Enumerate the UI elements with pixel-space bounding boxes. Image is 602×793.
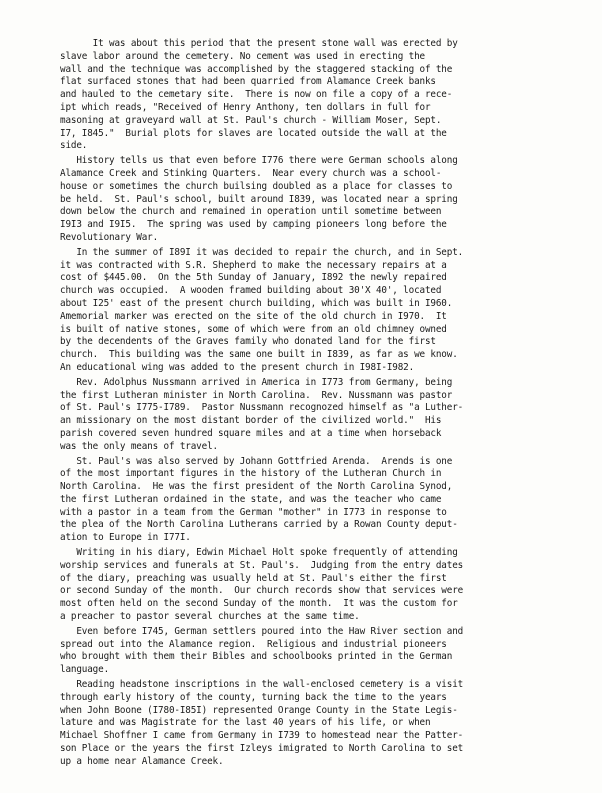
paragraph-german-schools: History tells us that even before I776 there were German schools along Alamance Creek and Stinking Quarters. Near every church was a school- house or sometimes the church builsing doubled as a place for classes to be held. St. Paul's school, built around I839, was located near a spring down below the church and remained in operation until sometime between I9I3 and I9I5. The spring was used by camping pioneers long before the Revolutionary War. xyxy=(60,155,458,243)
paragraph-headstone-inscriptions: Reading headstone inscriptions in the wall-enclosed cemetery is a visit through early history of the county, turning back the time to the years when John Boone (I780-I85I) represented Orange County in the State Legis- lature and was Magistrate for the last 40 years of his life, or when Michael Shoffner I came from Germany in I739 to homestead near the Patter- son Place or the years the first Izleys imigrated to North Carolina to set up a home near Alamance Creek. xyxy=(60,679,464,767)
paragraph-german-settlers: Even before I745, German settlers poured into the Haw River section and spread out into the Alamance region. Religious and industrial pioneers who brought with them their Bibles and schoolbooks printed in the German language. xyxy=(60,625,464,676)
paragraph-stone-wall: It was about this period that the present stone wall was erected by slave labor around the cemetery. No cement was used in erecting the wall and the technique was accomplished by the staggered stacking of the flat surfaced stones that had been quarried from Alamance Creek banks and hauled to the cemetary site. There is now on file a copy of a rece- ipt which reads, "Received of Henry Anthony, ten dollars in full for masoning at graveyard wall at St. Paul's church - William Moser, Sept. I7, I845." Burial plots for slaves are located outside the wall at the side. xyxy=(60,38,458,152)
paragraph-johann-arends: St. Paul's was also served by Johann Gottfried Arenda. Arends is one of the most important figures in the history of the Lutheran Church in North Carolina. He was the first president of the North Carolina Synod, the first Lutheran ordained in the state, and was the teacher who came with a pastor in a team from the German "mother" in I773 in response to the plea of the North Carolina Lutherans carried by a Rowan County deput- ation to Europe in I77I. xyxy=(60,455,458,544)
paragraph-church-repair: In the summer of I89I it was decided to repair the church, and in Sept. it was contracted with S.R. Shepherd to make the necessary repairs at a cost of $445.00. On the 5th Sunday of January, I892 the newly repaired church was occupied. A wooden framed building about 30'X 40', located about I25' east of the present church building, which was built in I960. Amemorial marker was erected on the site of the old church in I970. It is built of native stones, some of which were from an old chimney owned by the decendents of the Graves family who donated land for the first church. This building was the same one built in I839, as far as we know. An educational wing was added to the present church in I98I-I982. xyxy=(60,246,464,373)
paragraph-rev-nussmann: Rev. Adolphus Nussmann arrived in America in I773 from Germany, being the first Lutheran minister in North Carolina. Rev. Nussmann was pastor of St. Paul's I775-I789. Pastor Nussmann recognozed himself as "a Luther- an missionary on the most distant border of the civilized world." His parish covered seven hundred square miles and at a time when horseback was the only means of travel. xyxy=(60,376,464,452)
paragraph-holt-diary: Writing in his diary, Edwin Michael Holt spoke frequently of attending worship services and funerals at St. Paul's. Judging from the entry dates of the diary, preaching was usually held at St. Paul's either the first or second Sunday of the month. Our church records show that services were most often held on the second Sunday of the month. It was the custom for a preacher to pastor several churches at the same time. xyxy=(60,547,464,623)
document-body xyxy=(60,38,580,771)
